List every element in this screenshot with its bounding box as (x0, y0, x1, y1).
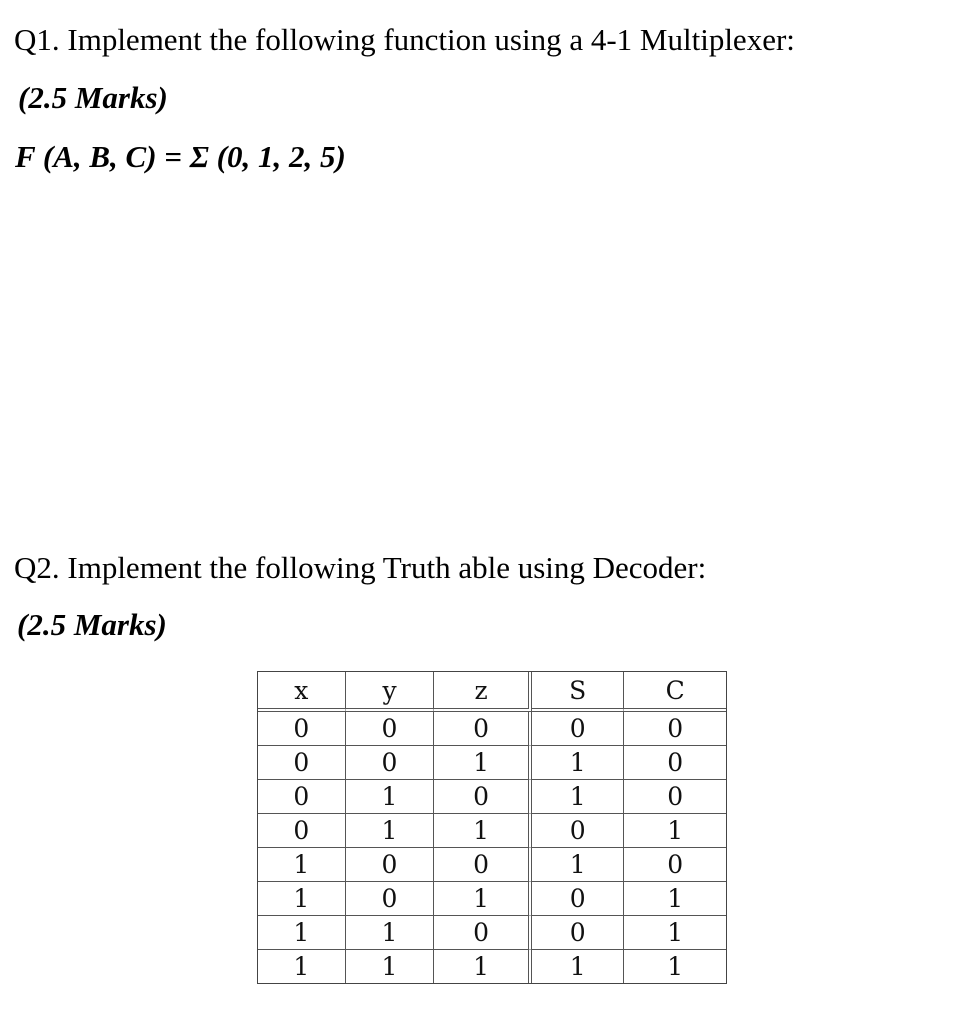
table-row (258, 848, 726, 882)
table-row (258, 916, 726, 950)
cell-z: 0 (434, 712, 532, 746)
cell-y: 0 (346, 746, 435, 780)
cell-s: 0 (532, 916, 625, 950)
table-row (258, 780, 726, 814)
cell-c: 1 (624, 882, 726, 916)
cell-c: 1 (667, 952, 684, 981)
cell-x: 0 (258, 746, 346, 780)
cell-y: 1 (346, 916, 435, 950)
question-1-function: F (A, B, C) = Σ (0, 1, 2, 5) (15, 139, 346, 174)
table-row (258, 882, 726, 916)
header-x: x (258, 672, 346, 712)
cell-y: 0 (346, 848, 435, 882)
cell-y: 0 (346, 712, 435, 746)
cell-c: 0 (624, 848, 726, 882)
cell-z: 1 (434, 746, 532, 780)
cell-z: 0 (434, 780, 532, 814)
truth-table (257, 671, 727, 984)
cell-s: 1 (532, 780, 625, 814)
cell-x: 1 (258, 950, 346, 983)
cell-x: 0 (258, 712, 346, 746)
cell-x: 0 (258, 814, 346, 848)
cell-c: 0 (624, 780, 726, 814)
cell-c: 1 (624, 916, 726, 950)
cell-c: 0 (624, 746, 726, 780)
question-1-title: Q1. Implement the following function using a 4-1 Multiplexer: (14, 22, 795, 57)
header-s: S (532, 672, 625, 712)
cell-y: 1 (346, 950, 435, 983)
question-1-marks: (2.5 Marks) (18, 80, 168, 115)
cell-s: 1 (532, 950, 625, 983)
cell-x: 1 (258, 882, 346, 916)
cell-s: 0 (532, 882, 625, 916)
cell-s: 0 (532, 712, 625, 746)
header-c: C (624, 672, 726, 712)
cell-s: 1 (532, 848, 625, 882)
question-2-marks: (2.5 Marks) (17, 607, 167, 642)
cell-z: 1 (434, 882, 532, 916)
truth-table-header-row (258, 672, 726, 712)
table-row (258, 814, 726, 848)
cell-x: 1 (258, 848, 346, 882)
cell-y: 1 (346, 814, 435, 848)
cell-c: 1 (624, 814, 726, 848)
cell-x: 1 (258, 916, 346, 950)
header-z: z (434, 672, 532, 712)
cell-y: 0 (346, 882, 435, 916)
truth-table-body (258, 712, 726, 983)
table-row (258, 712, 726, 746)
question-2-title: Q2. Implement the following Truth able using Decoder: (14, 550, 707, 585)
table-row (258, 950, 726, 983)
cell-x: 0 (258, 780, 346, 814)
cell-s: 1 (532, 746, 625, 780)
cell-z: 1 (434, 814, 532, 848)
cell-z: 0 (434, 848, 532, 882)
table-row (258, 746, 726, 780)
cell-c: 0 (624, 712, 726, 746)
cell-s: 0 (532, 814, 625, 848)
cell-z: 0 (434, 916, 532, 950)
cell-z: 1 (434, 950, 532, 983)
cell-y: 1 (346, 780, 435, 814)
header-y: y (346, 672, 435, 712)
